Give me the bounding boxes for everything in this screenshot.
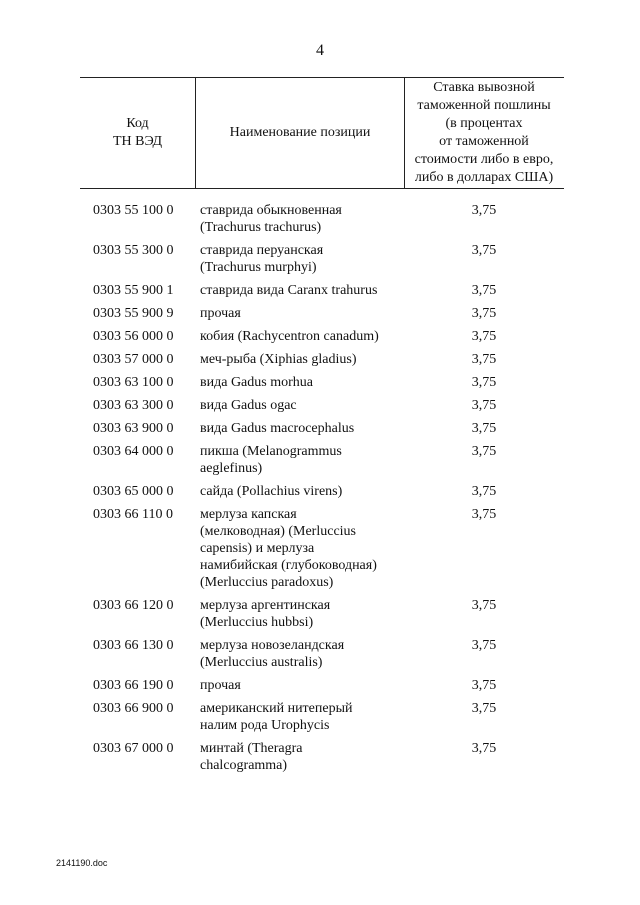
row-rate: 3,75 [471,352,497,367]
table-row [80,305,564,322]
row-name: кобия (Rachycentron canadum) [200,329,379,344]
row-name: минтай (Theragra chalcogramma) [200,741,303,773]
row-name: мерлуза новозеландская (Merluccius australis) [200,638,345,670]
table-row [80,397,564,414]
row-code: 0303 63 100 0 [93,375,174,390]
row-name: американский нитеперый налим рода Urophycis [200,701,353,733]
row-rate: 3,75 [471,741,497,756]
row-rate: 3,75 [471,421,497,436]
row-code: 0303 66 130 0 [93,638,174,653]
row-code: 0303 63 300 0 [93,398,174,413]
row-name: вида Gadus ogac [200,398,297,413]
table-row [80,202,564,236]
row-code: 0303 66 900 0 [93,701,174,716]
table-row [80,351,564,368]
row-rate: 3,75 [471,306,497,321]
page-number: 4 [316,42,324,59]
table-row [80,483,564,500]
header-code-label: Код ТН ВЭД [112,116,163,149]
table-row [80,506,564,591]
table-row [80,597,564,631]
table-row [80,637,564,671]
row-rate: 3,75 [471,638,497,653]
row-name: ставрида вида Caranx trahurus [200,283,378,298]
row-code: 0303 57 000 0 [93,352,174,367]
row-code: 0303 64 000 0 [93,444,174,459]
row-rate: 3,75 [471,484,497,499]
row-name: сайда (Pollachius virens) [200,484,343,499]
row-rate: 3,75 [471,329,497,344]
row-code: 0303 55 900 1 [93,283,174,298]
header-name-label: Наименование позиции [229,125,371,140]
table-header [80,77,564,189]
row-rate: 3,75 [471,507,497,522]
row-code: 0303 67 000 0 [93,741,174,756]
row-name: пикша (Melanogrammus aeglefinus) [200,444,342,476]
row-name: меч-рыба (Xiphias gladius) [200,352,357,367]
table-row [80,282,564,299]
header-rate-label: Ставка вывозной таможенной пошлины (в процентах от таможенной стоимости либо в евро, либо в долларах США) [414,80,554,185]
footer-filename: 2141190.doc [56,858,108,868]
table-row [80,420,564,437]
table-body [80,202,564,780]
row-rate: 3,75 [471,375,497,390]
table-row [80,328,564,345]
row-code: 0303 63 900 0 [93,421,174,436]
row-name: прочая [200,678,241,693]
table-row [80,242,564,276]
header-name-column [195,78,405,188]
row-name: прочая [200,306,241,321]
row-name: мерлуза капская (мелководная) (Merluccius capensis) и мерлуза намибийская (глубоководная) (Merluccius paradoxus) [200,507,377,590]
header-rate-column [404,78,564,188]
row-rate: 3,75 [471,678,497,693]
table-row [80,700,564,734]
row-code: 0303 66 110 0 [93,507,173,522]
row-rate: 3,75 [471,701,497,716]
row-name: мерлуза аргентинская (Merluccius hubbsi) [200,598,331,630]
row-code: 0303 65 000 0 [93,484,174,499]
header-code-column [80,78,195,188]
row-code: 0303 55 300 0 [93,243,174,258]
row-rate: 3,75 [471,598,497,613]
row-name: вида Gadus morhua [200,375,313,390]
row-rate: 3,75 [471,203,497,218]
table-row [80,677,564,694]
table-row [80,443,564,477]
row-rate: 3,75 [471,283,497,298]
row-rate: 3,75 [471,243,497,258]
row-name: ставрида перуанская (Trachurus murphyi) [200,243,324,275]
row-code: 0303 66 190 0 [93,678,174,693]
row-rate: 3,75 [471,398,497,413]
row-code: 0303 66 120 0 [93,598,174,613]
row-code: 0303 55 900 9 [93,306,174,321]
row-code: 0303 56 000 0 [93,329,174,344]
row-rate: 3,75 [471,444,497,459]
row-name: ставрида обыкновенная (Trachurus trachurus) [200,203,342,235]
row-code: 0303 55 100 0 [93,203,174,218]
table-row [80,374,564,391]
row-name: вида Gadus macrocephalus [200,421,355,436]
table-row [80,740,564,774]
